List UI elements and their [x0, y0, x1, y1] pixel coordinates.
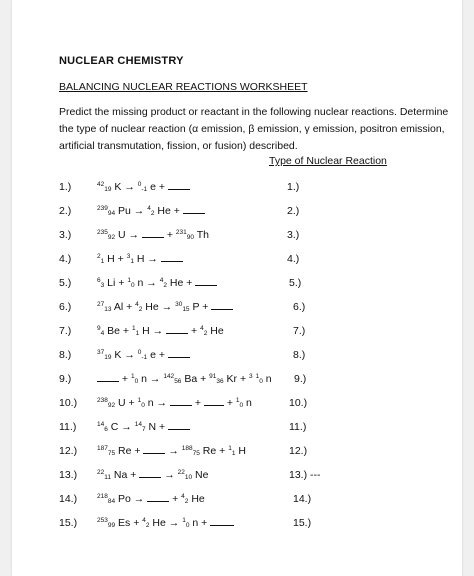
- answer-blank[interactable]: [168, 420, 190, 430]
- answer-blank[interactable]: [170, 396, 192, 406]
- reaction-equation: $^{239}_{94}$ Pu → $^4_2$ He +: [97, 203, 205, 219]
- reaction-type-answer: 11.): [289, 421, 307, 433]
- reaction-type-answer: 14.): [293, 493, 312, 505]
- answer-blank[interactable]: [183, 204, 205, 214]
- question-number: 14.): [59, 493, 78, 505]
- answer-blank[interactable]: [195, 276, 217, 286]
- question-number: 7.): [59, 325, 72, 337]
- answer-blank[interactable]: [210, 516, 234, 526]
- reaction-type-answer: 13.) ---: [289, 469, 321, 481]
- reaction-equation: $^{218}_{84}$ Po → + $^4_2$ He: [97, 493, 205, 505]
- question-number: 4.): [59, 253, 72, 265]
- answer-blank[interactable]: [97, 372, 119, 382]
- reaction-equation: $^{235}_{92}$ U → + $^{231}_{90}$ Th: [97, 229, 210, 241]
- reaction-type-answer: 12.): [289, 445, 308, 457]
- answer-blank[interactable]: [139, 468, 161, 478]
- reaction-type-answer: 8.): [293, 349, 306, 361]
- reaction-equation: $^{187}_{75}$ Re + → $^{188}_{75}$ Re + $^1_1$ H: [97, 445, 246, 457]
- reaction-type-answer: 2.): [287, 205, 300, 217]
- worksheet-page: [12, 0, 462, 576]
- question-number: 11.): [59, 421, 77, 433]
- answer-blank[interactable]: [143, 444, 165, 454]
- reaction-equation: $^{253}_{99}$ Es + $^4_2$ He → $^1_0$ n +: [97, 515, 234, 531]
- question-number: 1.): [59, 181, 72, 193]
- question-number: 9.): [59, 373, 72, 385]
- reaction-equation: $^{42}_{19}$ K → $^0_{-1}$ e +: [97, 179, 190, 195]
- question-number: 10.): [59, 397, 78, 409]
- question-number: 5.): [59, 277, 72, 289]
- question-number: 12.): [59, 445, 78, 457]
- answer-blank[interactable]: [168, 348, 190, 358]
- reaction-equation: $^{27}_{13}$ Al + $^4_2$ He → $^{30}_{15}$ P +: [97, 299, 233, 315]
- answer-blank[interactable]: [166, 324, 188, 334]
- reaction-type-answer: 7.): [293, 325, 306, 337]
- answer-blank[interactable]: [168, 180, 190, 190]
- reaction-equation: $^9_4$ Be + $^1_1$ H → + $^4_2$ He: [97, 325, 224, 337]
- reaction-type-answer: 10.): [289, 397, 308, 409]
- reaction-equation: + $^1_0$ n → $^{142}_{56}$ Ba + $^{91}_{36}$ Kr + $^3$ $^1_0$ n: [97, 371, 272, 387]
- question-number: 8.): [59, 349, 72, 361]
- answer-blank[interactable]: [142, 228, 164, 238]
- question-number: 13.): [59, 469, 78, 481]
- reaction-type-answer: 6.): [293, 301, 306, 313]
- question-number: 6.): [59, 301, 72, 313]
- reaction-equation: $^{22}_{11}$ Na + → $^{22}_{10}$ Ne: [97, 469, 209, 481]
- answer-blank[interactable]: [161, 252, 183, 262]
- worksheet-subtitle: BALANCING NUCLEAR REACTIONS WORKSHEET: [59, 81, 308, 93]
- reaction-equation: $^{14}_6$ C → $^{14}_7$ N +: [97, 419, 190, 435]
- reaction-equation: $^{238}_{92}$ U + $^1_0$ n → + + $^1_0$ n: [97, 397, 252, 409]
- reaction-type-answer: 4.): [287, 253, 300, 265]
- reaction-equation: $^{37}_{19}$ K → $^0_{-1}$ e +: [97, 347, 190, 363]
- reaction-equation: $^6_3$ Li + $^1_0$ n → $^4_2$ He +: [97, 275, 217, 291]
- reaction-type-column-header: Type of Nuclear Reaction: [269, 155, 387, 167]
- reaction-type-answer: 5.): [289, 277, 302, 289]
- reaction-type-answer: 15.): [293, 517, 312, 529]
- question-number: 2.): [59, 205, 72, 217]
- answer-blank[interactable]: [147, 492, 169, 502]
- document-title: NUCLEAR CHEMISTRY: [59, 55, 184, 67]
- reaction-type-answer: 1.): [287, 181, 300, 193]
- answer-blank[interactable]: [211, 300, 233, 310]
- question-number: 3.): [59, 229, 72, 241]
- answer-blank[interactable]: [204, 396, 224, 406]
- question-number: 15.): [59, 517, 78, 529]
- instructions-text: Predict the missing product or reactant in the following nuclear reactions. Determine the type of nuclear reaction (α emission, β emission, γ emission, positron emission, artificial transmutation, fission, or fusion) described.: [59, 106, 449, 152]
- reaction-type-answer: 3.): [287, 229, 300, 241]
- reaction-equation: $^2_1$ H + $^3_1$ H →: [97, 251, 183, 267]
- reaction-type-answer: 9.): [294, 373, 307, 385]
